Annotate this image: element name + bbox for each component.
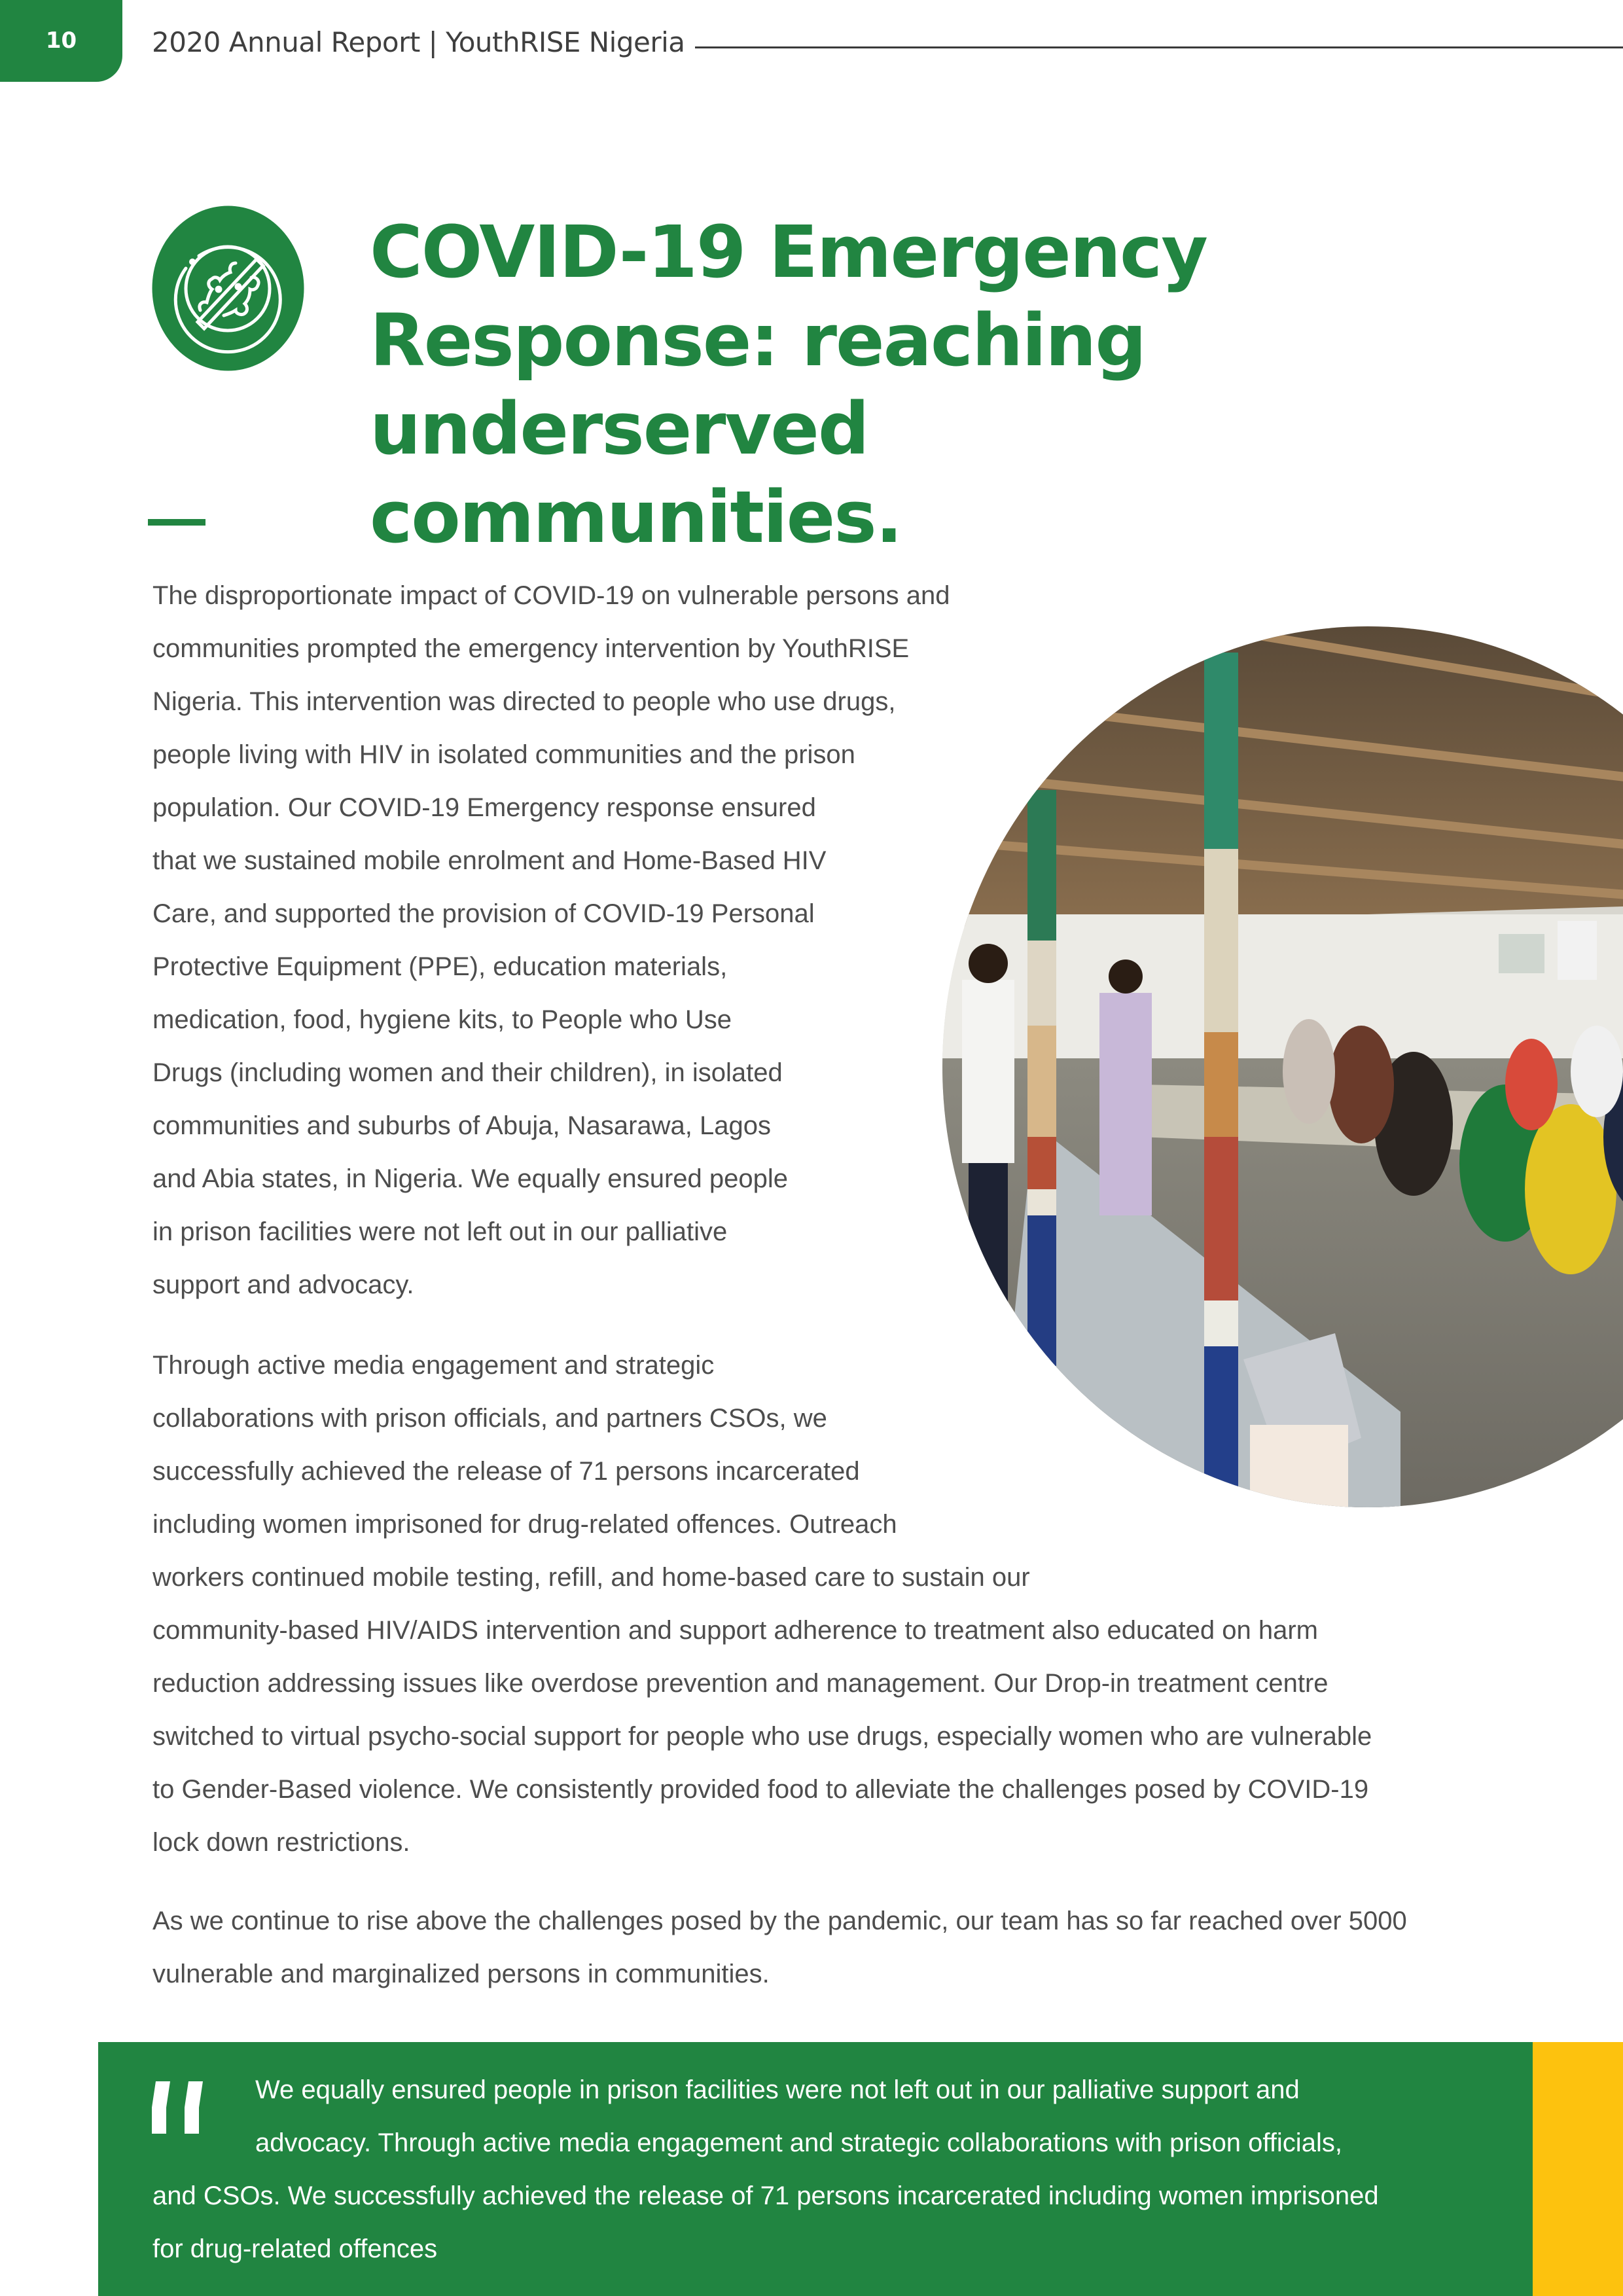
title-line: underserved communities. (370, 387, 902, 559)
quote-line: We equally ensured people in prison facilities were not left out in our palliative support and (255, 2075, 1300, 2104)
text-line: people living with HIV in isolated communities and the prison (152, 740, 855, 769)
text-line: The disproportionate impact of COVID-19 on vulnerable persons and (152, 581, 950, 610)
text-line: and Abia states, in Nigeria. We equally ensured people (152, 1164, 788, 1193)
body-paragraph-2 (152, 1339, 1372, 1869)
header-rule (695, 46, 1623, 48)
text-line: workers continued mobile testing, refill, and home-based care to sustain our (152, 1563, 1030, 1592)
section-divider (148, 519, 205, 526)
no-virus-icon (152, 206, 304, 371)
text-line: switched to virtual psycho-social support for people who use drugs, especially women who are vulnerable (152, 1722, 1372, 1751)
text-line: communities prompted the emergency intervention by YouthRISE (152, 634, 910, 663)
text-line: communities and suburbs of Abuja, Nasarawa, Lagos (152, 1111, 771, 1140)
text-line: community-based HIV/AIDS intervention and support adherence to treatment also educated on harm (152, 1616, 1318, 1645)
body-paragraph-3 (152, 1895, 1407, 2001)
text-line: Protective Equipment (PPE), education materials, (152, 952, 728, 981)
text-line: collaborations with prison officials, and partners CSOs, we (152, 1404, 827, 1433)
pull-quote-accent-bar (1533, 2042, 1623, 2296)
text-line: Nigeria. This intervention was directed to people who use drugs, (152, 687, 896, 716)
text-line: reduction addressing issues like overdose prevention and management. Our Drop-in treatment centre (152, 1669, 1329, 1698)
quote-line: for drug-related offences (152, 2234, 438, 2263)
text-line: vulnerable and marginalized persons in communities. (152, 1960, 770, 1988)
text-line: Care, and supported the provision of COVID-19 Personal (152, 899, 815, 928)
text-line: As we continue to rise above the challenges posed by the pandemic, our team has so far reached over 5000 (152, 1907, 1407, 1935)
text-line: Through active media engagement and strategic (152, 1351, 715, 1380)
text-line: lock down restrictions. (152, 1828, 410, 1857)
title-line: COVID-19 Emergency (370, 210, 1207, 294)
text-line: to Gender-Based violence. We consistently provided food to alleviate the challenges posed by COVID-19 (152, 1775, 1369, 1804)
section-title (370, 208, 1417, 562)
text-line: Drugs (including women and their children), in isolated (152, 1058, 783, 1087)
pull-quote-text (152, 2064, 1379, 2276)
running-header: 2020 Annual Report | YouthRISE Nigeria (152, 26, 685, 58)
text-line: successfully achieved the release of 71 persons incarcerated (152, 1457, 860, 1486)
page-number: 10 (45, 27, 77, 54)
text-line: that we sustained mobile enrolment and Home-Based HIV (152, 846, 827, 875)
text-line: support and advocacy. (152, 1270, 414, 1299)
text-line: population. Our COVID-19 Emergency response ensured (152, 793, 816, 822)
body-paragraph-1 (152, 569, 950, 1312)
text-line: including women imprisoned for drug-related offences. Outreach (152, 1510, 897, 1539)
title-line: Response: reaching (370, 298, 1146, 382)
text-line: medication, food, hygiene kits, to People who Use (152, 1005, 732, 1034)
text-line: in prison facilities were not left out in our palliative (152, 1217, 728, 1246)
quote-line: advocacy. Through active media engagement and strategic collaborations with prison officials, (255, 2128, 1342, 2157)
quote-line: and CSOs. We successfully achieved the release of 71 persons incarcerated including women imprisoned (152, 2181, 1379, 2210)
